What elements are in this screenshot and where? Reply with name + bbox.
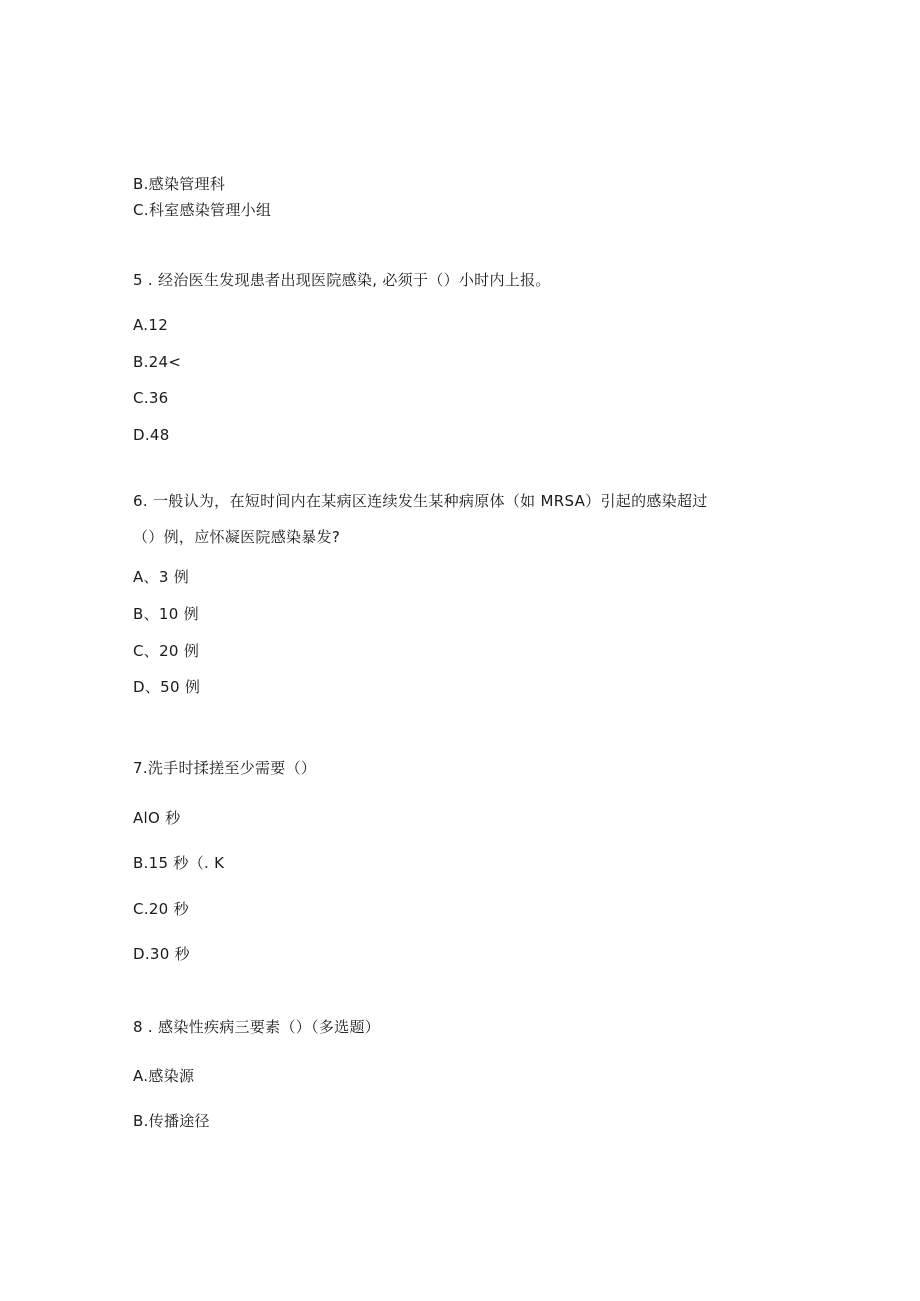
question-7-option-d: D.30 秒 <box>133 945 190 963</box>
question-7: 7.洗手时揉搓至少需要（） <box>133 759 317 777</box>
question-6-option-b: B、10 例 <box>133 605 199 623</box>
question-7-option-c: C.20 秒 <box>133 900 189 918</box>
question-6-option-c: C、20 例 <box>133 642 200 660</box>
option-c-dept-infection-group: C.科室感染管理小组 <box>133 201 272 219</box>
question-6-line-2: （）例，应怀凝医院感染暴发? <box>133 528 341 546</box>
question-8-option-a: A.感染源 <box>133 1067 195 1085</box>
question-5-option-c: C.36 <box>133 389 169 407</box>
question-8: 8 . 感染性疾病三要素（）（多选题） <box>133 1018 381 1036</box>
question-8-option-b: B.传播途径 <box>133 1112 210 1130</box>
option-b-infection-management-dept: B.感染管理科 <box>133 175 226 193</box>
question-7-option-b: B.15 秒（. K <box>133 854 225 872</box>
question-6-option-a: A、3 例 <box>133 568 190 586</box>
question-6-option-d: D、50 例 <box>133 678 201 696</box>
question-5-option-d: D.48 <box>133 426 170 444</box>
question-7-option-a: AlO 秒 <box>133 809 181 827</box>
question-6-line-1: 6. 一般认为，在短时间内在某病区连续发生某种病原体（如 MRSA）引起的感染超过 <box>133 492 708 510</box>
question-5-option-b: B.24< <box>133 353 182 371</box>
question-5-option-a: A.12 <box>133 316 169 334</box>
question-5: 5 . 经治医生发现患者出现医院感染, 必须于（）小时内上报。 <box>133 271 551 289</box>
